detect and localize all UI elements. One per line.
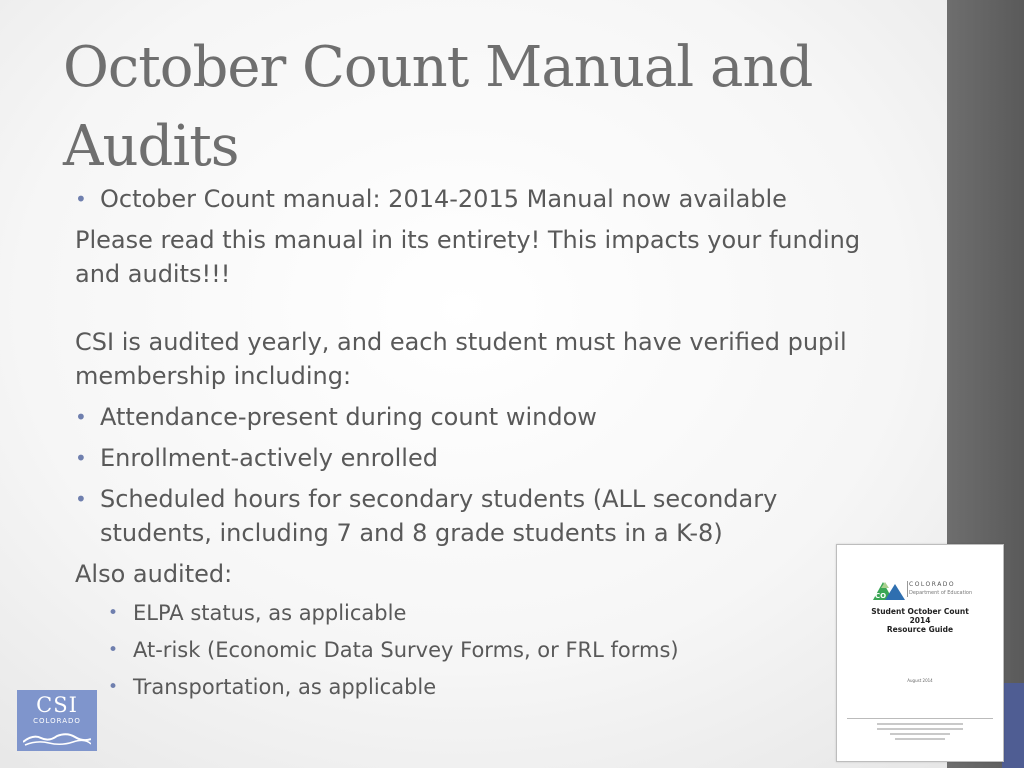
line-text: ELPA status, as applicable [133, 601, 407, 625]
sub-bullet-item [75, 672, 895, 702]
bullet-item [75, 441, 895, 475]
bullet-icon: • [75, 446, 87, 470]
thumbnail-footer-line [895, 738, 945, 740]
body-paragraph [75, 325, 895, 393]
logo-name: CSI [36, 693, 78, 717]
line-text: Attendance-present during count window [100, 403, 597, 431]
bullet-icon: • [75, 405, 87, 429]
body-paragraph [75, 223, 895, 291]
logo-state: COLORADO [33, 717, 81, 725]
line-text: Scheduled hours for secondary students (ALL secondary students, including 7 and 8 grade students in a K-8) [100, 485, 778, 547]
line-text: Enrollment-actively enrolled [100, 444, 438, 472]
csi-logo [17, 690, 97, 751]
line-text: CSI is audited yearly, and each student must have verified pupil membership including: [75, 328, 847, 390]
line-text: Please read this manual in its entirety! This impacts your funding and audits!!! [75, 226, 861, 288]
bullet-icon: • [108, 603, 119, 623]
resource-guide-thumbnail [836, 544, 1004, 762]
line-text: Transportation, as applicable [133, 675, 437, 699]
slide-body [75, 182, 895, 709]
bullet-icon: • [75, 487, 87, 511]
bullet-item [75, 182, 895, 216]
mountain-icon [23, 728, 91, 746]
thumbnail-org-name: COLORADO [909, 581, 956, 588]
thumbnail-rule [847, 718, 993, 719]
thumbnail-footer-line [890, 733, 950, 735]
bullet-icon: • [108, 677, 119, 697]
thumbnail-org-dept: Department of Education [909, 590, 973, 596]
bullet-icon: • [108, 640, 119, 660]
right-accent-block [1002, 683, 1024, 768]
thumbnail-date: August 2014 [907, 678, 933, 683]
sub-bullet-item [75, 635, 895, 665]
thumbnail-divider [907, 581, 908, 597]
line-text: October Count manual: 2014-2015 Manual now available [100, 185, 787, 213]
sub-bullet-item [75, 598, 895, 628]
co-mark-text: CO [875, 592, 887, 600]
bullet-icon: • [75, 187, 87, 211]
bullet-item [75, 400, 895, 434]
thumbnail-title: Student October Count 2014 Resource Guide [871, 607, 969, 634]
line-text: At-risk (Economic Data Survey Forms, or FRL forms) [133, 638, 679, 662]
colorado-mountain-icon [873, 580, 905, 600]
bullet-item [75, 482, 895, 550]
paragraph-gap [75, 298, 895, 325]
body-paragraph [75, 557, 895, 591]
thumbnail-footer-line [877, 728, 963, 730]
slide-title: October Count Manual and Audits [63, 35, 813, 179]
line-text: Also audited: [75, 560, 233, 588]
thumbnail-footer-line [877, 723, 963, 725]
